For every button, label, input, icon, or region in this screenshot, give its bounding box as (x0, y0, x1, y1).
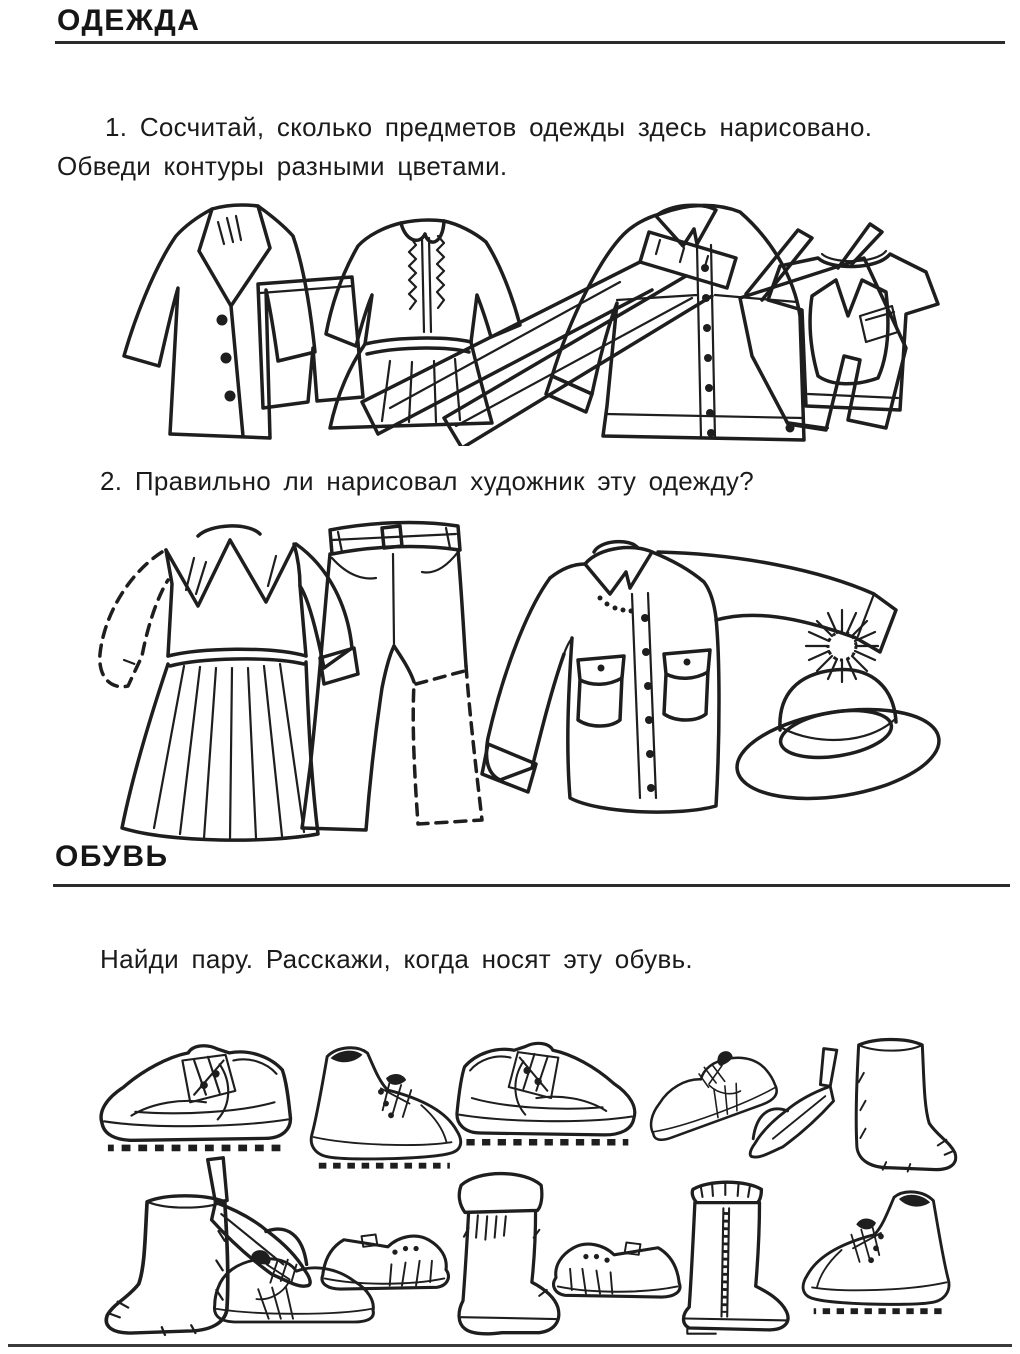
task-1-text (57, 108, 1009, 186)
pompom (806, 610, 878, 682)
shoe-felt-boot-right (856, 1039, 956, 1171)
task-1-number: 1. (105, 112, 128, 142)
shoe-lace-up-boot (311, 1048, 460, 1166)
shoe-chunky-lace-shoe-right (457, 1043, 635, 1142)
clothing-section-title: ОДЕЖДА (57, 4, 201, 37)
shoe-felt-boot-left (106, 1196, 227, 1335)
task-2-number: 2. (100, 466, 123, 496)
task-1-line2: Обведи контуры разными цветами. (57, 151, 508, 181)
footwear-instruction: Найди пару. Расскажи, когда носят эту обувь. (100, 944, 693, 974)
clothing-title-rule (55, 41, 1005, 44)
page-bottom-rule (8, 1344, 1012, 1347)
footwear-section-title: ОБУВЬ (55, 840, 169, 873)
shoe-fur-trimmed-boot (459, 1174, 559, 1334)
shoe-sneaker (214, 1250, 373, 1322)
shoe-chunky-lace-shoe-left (101, 1046, 290, 1148)
task-2-text (57, 462, 1009, 501)
shoe-sandal-left (554, 1242, 680, 1297)
shoe-zip-boot (684, 1182, 789, 1334)
shirt-long-sleeve-illustration (482, 542, 896, 813)
task-2-question: Правильно ли нарисовал художник эту одежду? (134, 466, 754, 496)
hat-with-pompom-illustration (731, 610, 946, 811)
shoes-illustration (0, 1000, 1020, 1354)
shoe-lace-up-boot-pair (803, 1192, 949, 1311)
shoe-sandal-right (322, 1234, 448, 1289)
jeans-illustration (302, 523, 482, 830)
task-1-line1: Сосчитай, сколько предметов одежды здесь нарисовано. (139, 112, 873, 142)
vest-outline (810, 280, 888, 384)
wrong-clothes-illustration (80, 498, 960, 843)
coat-outline (124, 205, 315, 438)
footwear-title-rule (53, 884, 1010, 887)
clothing-pile-illustration (100, 196, 1000, 446)
shoe-sneaker-tilted (635, 1039, 780, 1143)
